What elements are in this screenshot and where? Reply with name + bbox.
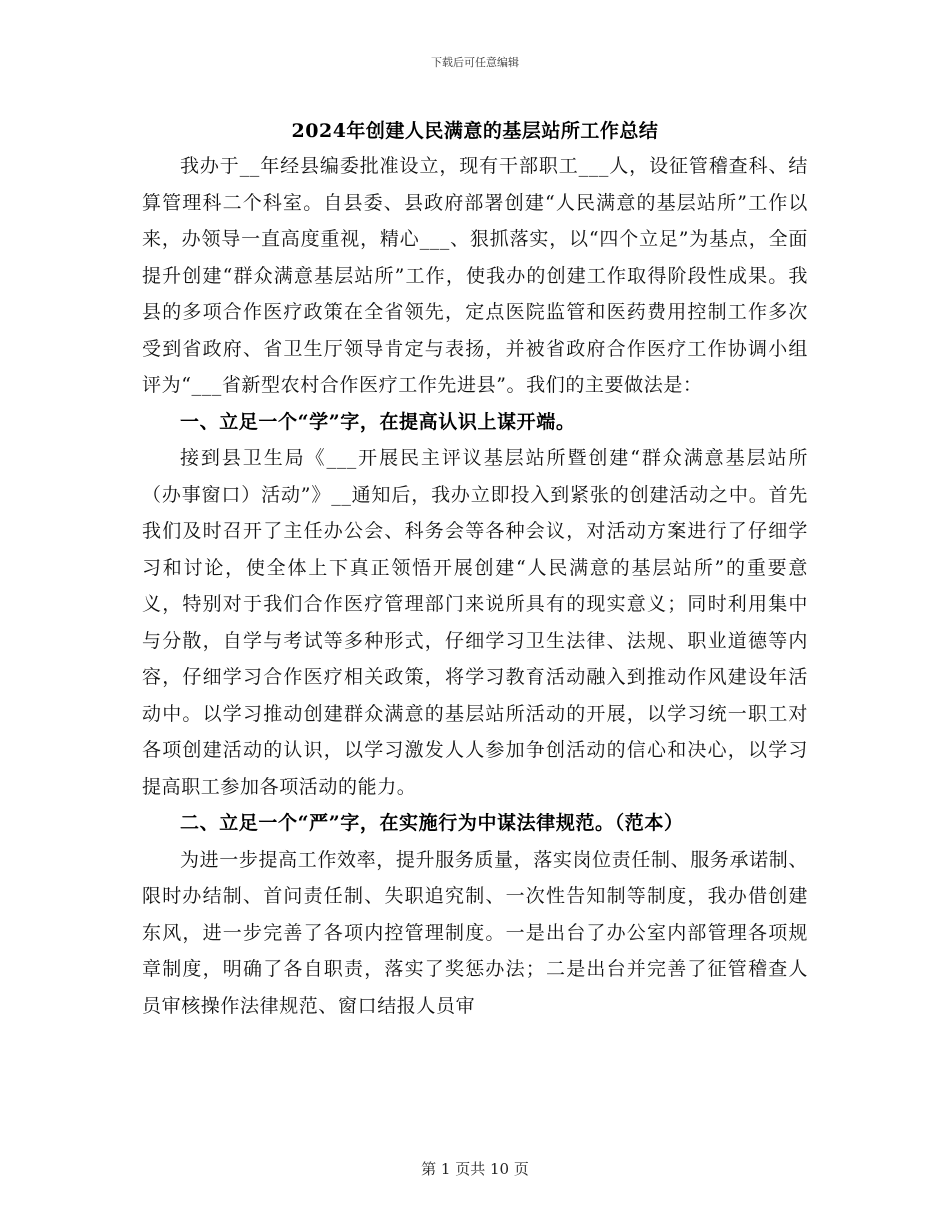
section-2-paragraph: 为进一步提高工作效率，提升服务质量，落实岗位责任制、服务承诺制、限时办结制、首问责任制、失职追究制、一次性告知制等制度，我办借创建东风，进一步完善了各项内控管理制度。一是出台了办公室内部管理各项规章制度，明确了各自职责，落实了奖惩办法；二是出台并完善了征管稽查人员审核操作法律规范、窗口结报人员审 (142, 848, 808, 1017)
section-1-paragraph: 接到县卫生局《___开展民主评议基层站所暨创建“群众满意基层站所（办事窗口）活动”》__通知后，我办立即投入到紧张的创建活动之中。首先我们及时召开了主任办公会、科务会等各种会议，对活动方案进行了仔细学习和讨论，使全体上下真正领悟开展创建“人民满意的基层站所”的重要意义，特别对于我们合作医疗管理部门来说所具有的现实意义；同时利用集中与分散，自学与考试等多种形式，仔细学习卫生法律、法规、职业道德等内容，仔细学习合作医疗相关政策，将学习教育活动融入到推动作风建设年活动中。以学习推动创建群众满意的基层站所活动的开展，以学习统一职工对各项创建活动的认识，以学习激发人人参加争创活动的信心和决心，以学习提高职工参加各项活动的能力。 (142, 447, 808, 798)
document-body (142, 148, 808, 1024)
section-heading-2: 二、立足一个“严”字，在实施行为中谋法律规范。（范本） (180, 812, 684, 834)
page-header-note: 下载后可任意编辑 (431, 56, 519, 69)
intro-paragraph: 我办于__年经县编委批准设立，现有干部职工___人，设征管稽查科、结算管理科二个科室。自县委、县政府部署创建“人民满意的基层站所”工作以来，办领导一直高度重视，精心___、狠抓落实，以“四个立足”为基点，全面提升创建“群众满意基层站所”工作，使我办的创建工作取得阶段性成果。我县的多项合作医疗政策在全省领先，定点医院监管和医药费用控制工作多次受到省政府、省卫生厅领导肯定与表扬，并被省政府合作医疗工作协调小组评为“___省新型农村合作医疗工作先进县”。我们的主要做法是： (142, 155, 808, 396)
page-number: 第 1 页共 10 页 (421, 1160, 529, 1178)
document-title: 2024年创建人民满意的基层站所工作总结 (291, 120, 659, 142)
section-heading-1: 一、立足一个“学”字，在提高认识上谋开端。 (180, 410, 576, 433)
